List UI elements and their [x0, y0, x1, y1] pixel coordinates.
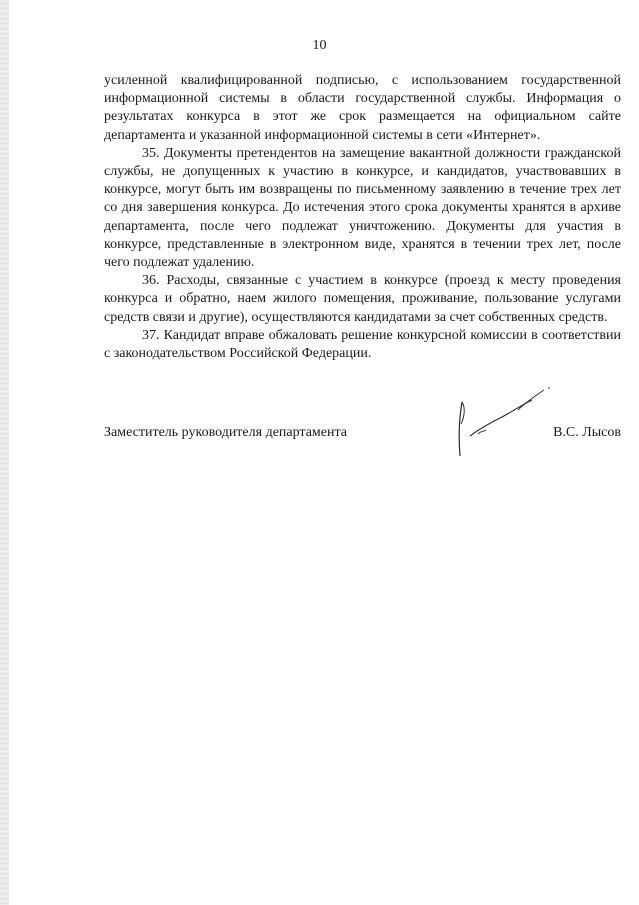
paragraph-35: 35. Документы претендентов на замещение вакантной должности гражданской службы, не допущенных к участию в конкурсе, и кандидатов, участвовавших в конкурсе, могут быть им возвращены по письменному заявлению в течение трех лет со дня завершения конкурса. До истечения этого срока документы хранятся в архиве департамента, после чего подлежат уничтожению. Документы для участия в конкурсе, представленные в электронном виде, хранятся в течении трех лет, после чего подлежат удалению.: [104, 145, 621, 271]
scan-edge-artifact: [0, 0, 9, 905]
handwritten-signature: [448, 380, 558, 460]
paragraph-37: 37. Кандидат вправе обжаловать решение конкурсной комиссии в соответствии с законодательством Российской Федерации.: [104, 327, 621, 362]
page-number: 10: [312, 38, 327, 53]
paragraph-36: 36. Расходы, связанные с участием в конкурсе (проезд к месту проведения конкурса и обратно, наем жилого помещения, проживание, пользование услугами средств связи и другие), осуществляются кандидатами за счет собственных средств.: [104, 273, 621, 325]
document-body: [104, 72, 621, 363]
signatory-title: Заместитель руководителя департамента: [104, 425, 347, 440]
signatory-name: В.С. Лысов: [553, 425, 621, 440]
paragraph-continuation: усиленной квалифицированной подписью, с использованием государственной информационной системы в области государственной службы. Информация о результатах конкурса в этот же срок размещается на официальном сайте департамента и указанной информационной системы в сети «Интернет».: [104, 73, 621, 143]
